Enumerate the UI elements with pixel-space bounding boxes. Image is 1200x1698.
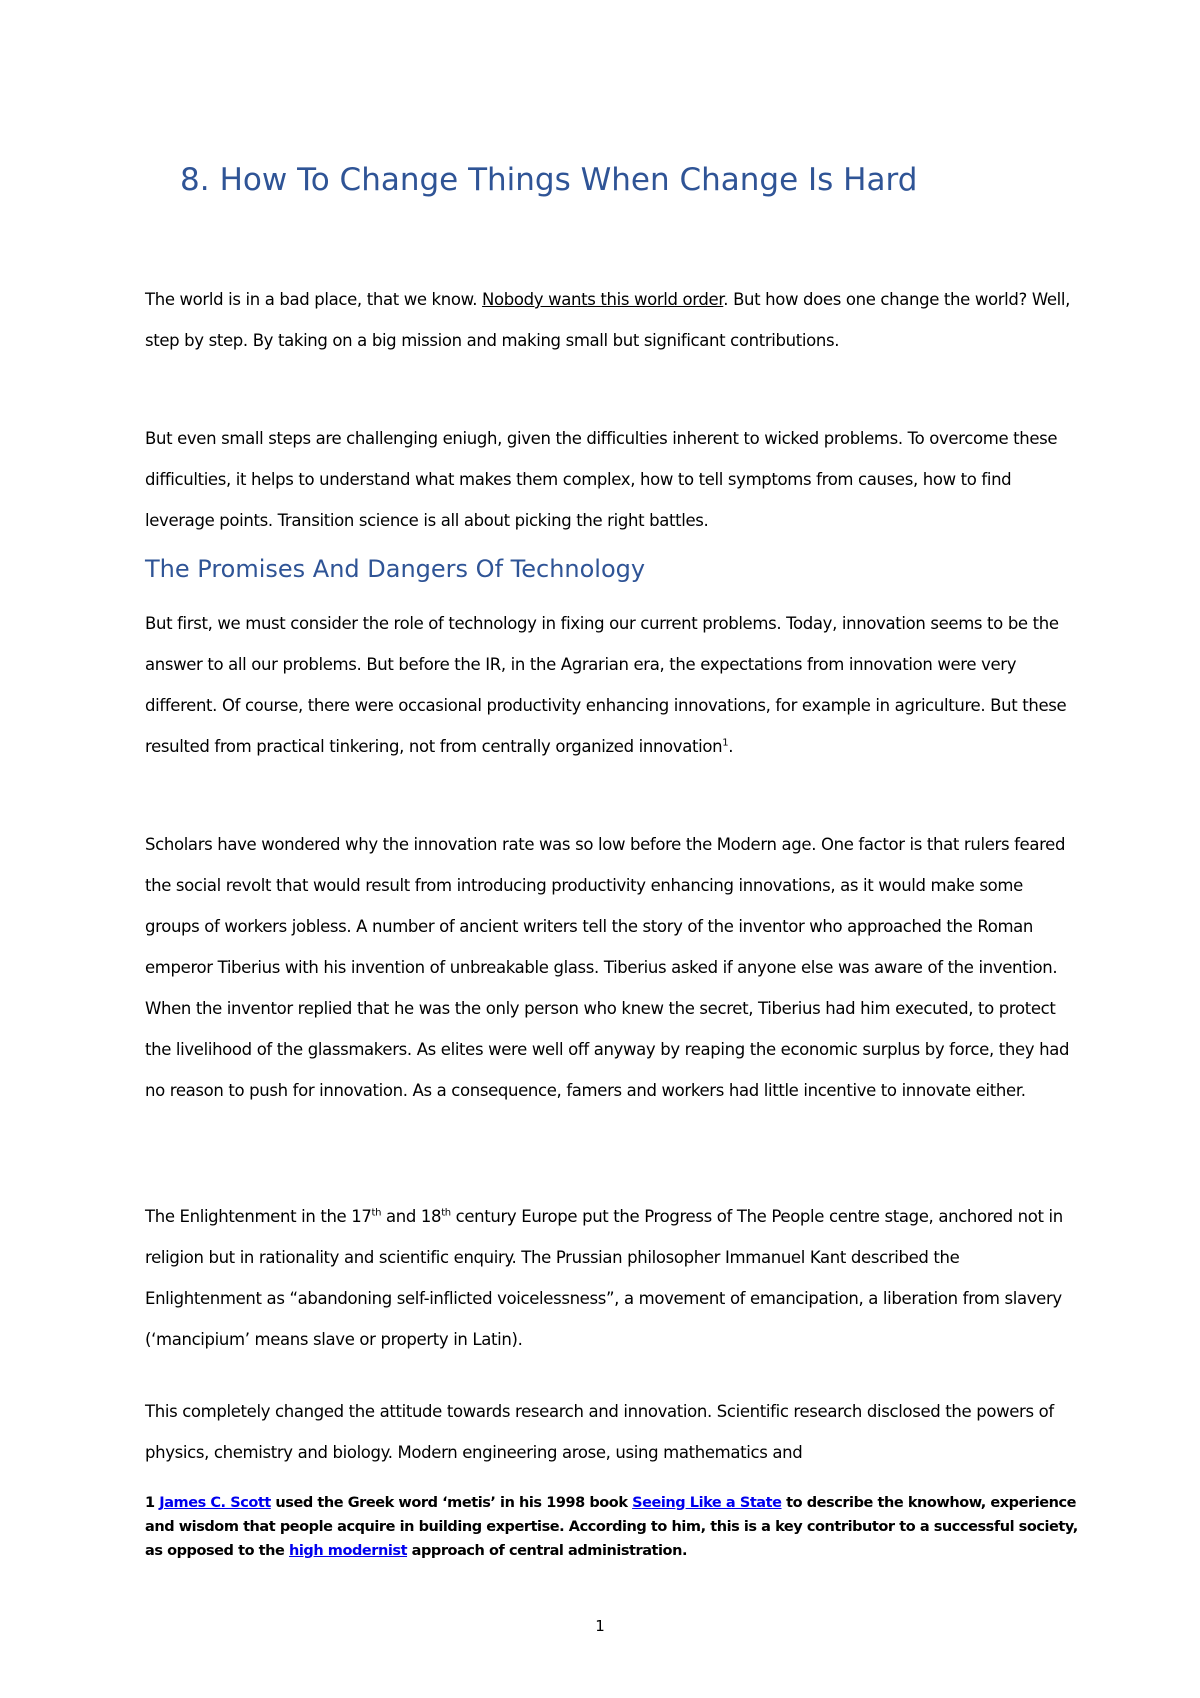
footnote-number: 1 (145, 1495, 155, 1511)
link-high-modernist[interactable]: high modernist (289, 1543, 408, 1559)
footnote-text-2: to describe the knowhow, experience and wisdom that people acquire in building expertise. According to him, this is a key contributor to a successful society, as opposed to the (145, 1495, 1078, 1559)
underlined-phrase: Nobody wants this world order (482, 290, 724, 309)
footnote-text-1: used the Greek word ‘metis’ in his 1998 book (270, 1495, 633, 1511)
footnote-reference[interactable]: 1 (722, 737, 729, 749)
intro-paragraph-2: But even small steps are challenging eniugh, given the difficulties inherent to wicked problems. To overcome these difficulties, it helps to understand what makes them complex, how to tell symptoms from causes, how to find leverage points. Transition science is all about picking the right battles. (145, 429, 1058, 530)
section-heading: The Promises And Dangers Of Technology (145, 555, 646, 583)
intro-paragraph-1 (145, 279, 1080, 361)
chapter-title (180, 162, 917, 198)
section-paragraph-2: Scholars have wondered why the innovation rate was so low before the Modern age. One factor is that rulers feared the social revolt that would result from introducing productivity enhancing innovations, as it would make some groups of workers jobless. A number of ancient writers tell the story of the inventor who approached the Roman emperor Tiberius with his invention of unbreakable glass. Tiberius asked if anyone else was aware of the invention. When the inventor replied that he was the only person who knew the secret, Tiberius had him executed, to protect the livelihood of the glassmakers. As elites were well off anyway by reaping the economic surplus by force, they had no reason to push for innovation. As a consequence, famers and workers had little incentive to innovate either. (145, 835, 1070, 1100)
link-james-c-scott[interactable]: James C. Scott (159, 1495, 271, 1511)
intro-p1-text: The world is in a bad place, that we know. (145, 290, 483, 309)
section-p1-text: But first, we must consider the role of technology in fixing our current problems. Today, innovation seems to be the answer to all our problems. But before the IR, in the Agrarian era, the expectations from innovation were very different. Of course, there were occasional productivity enhancing innovations, for example in agriculture. But these resulted from practical tinkering, not from centrally organized innovation (145, 614, 1067, 756)
section-paragraph-1 (145, 603, 1080, 767)
intro-p1-text-end: . But how does one change the world? Well, step by step. By taking on a big mission and making small but significant contributions. (145, 290, 1071, 350)
section-p3-text-c: century Europe put the Progress of The People centre stage, anchored not in religion but in rationality and scientific enquiry. The Prussian philosopher Immanuel Kant described the Enlightenment as “abandoning self-inflicted voicelessness”, a movement of emancipation, a liberation from slavery (‘mancipium’ means slave or property in Latin). (145, 1207, 1063, 1349)
section-paragraph-4: This completely changed the attitude towards research and innovation. Scientific research disclosed the powers of physics, chemistry and biology. Modern engineering arose, using mathematics and (145, 1402, 1054, 1462)
ordinal-suffix: th (371, 1207, 382, 1219)
section-p3-text-a: The Enlightenment in the 17 (145, 1207, 372, 1226)
page-number: 1 (595, 1617, 605, 1635)
section-p1-end: . (728, 737, 734, 756)
link-seeing-like-a-state[interactable]: Seeing Like a State (632, 1495, 782, 1511)
chapter-number: 8. (180, 162, 210, 198)
chapter-title-text: How To Change Things When Change Is Hard (219, 162, 918, 198)
ordinal-suffix: th (441, 1207, 451, 1219)
footnote (145, 1491, 1080, 1563)
section-p3-text-b: and 18 (381, 1207, 442, 1226)
section-paragraph-3 (145, 1196, 1080, 1360)
footnote-text-3: approach of central administration. (407, 1543, 688, 1559)
